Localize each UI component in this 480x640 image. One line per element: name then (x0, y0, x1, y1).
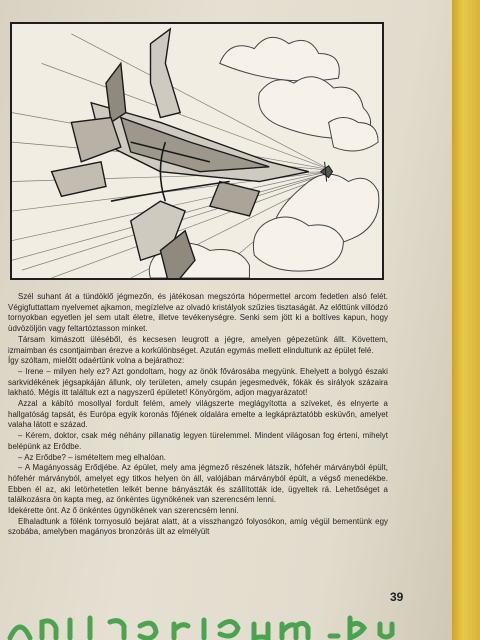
paragraph: – Az Erődbe? – ismételtem meg elhalóan. (18, 452, 167, 462)
watermark-logo (0, 612, 480, 640)
paragraph: – Irene – milyen hely ez? Azt gondoltam, hogy az önök fővárosába megyünk. Ehelyett a bolygó északi sarkvidékének jégsapkáján állunk, oly területen, amely csupán jegesmedvék, fókák és sirályok százaira lakható. Mégis itt találtuk ezt a nagyszerű épületet! Könyörgöm, adjon magyarázatot! (8, 366, 388, 398)
paragraph: Idekérette önt. Az ő önkéntes ügynökének van szerencsém lenni. (8, 506, 239, 516)
paragraph: Azzal a kábító mosollyal fordult felém, amely világszerte meglágyította a szíveket, és elnyerte a hallgatóság tapsát, és Európa egyik koronás főjének oldalára emelte a legkápráztatóbb esküvőn, amelyet valaha látott e század. (8, 399, 388, 430)
paragraph: – Kérem, doktor, csak még néhány pillanatig legyen türelemmel. Mindent világosan fog érteni, mihelyt belépünk az Erődbe. (8, 431, 388, 451)
story-text (8, 292, 388, 538)
paragraph: Szél suhant át a tündöklő jégmezőn, és játékosan megszórta hópermettel arcom fedetlen alsó felét. Végigfuttattam nyelvemet ajkamon, megízlelve az olvadó kristályok szűzies tisztaságát. Az előttünk villódzó tornyokban egyetlen jel sem utalt életre, illetve tevékenységre. Senki sem jött ki a boltíves kapun, hogy üdvözöljön vagy feltartóztasson minket. (8, 292, 388, 334)
paragraph: Társam kimászott üléséből, és kecsesen leugrott a jégre, amelyen gépezetünk állt. Követtem, izmaimban és csontjaimban érezve a korkülönbséget. Azután egymás mellett elindultunk az épület felé. (8, 334, 388, 355)
sketch-drawing (12, 24, 382, 278)
book-edge (452, 0, 480, 640)
paragraph: – A Magányosság Erődjébe. Az épület, mely ama jégmező részének látszik, hófehér márványból épült, hófehér márványból, amelyet egy titkos helyen ön áll, valójában márványból épült, a végső menedékbe. Ebben él az, aki letörhetetlen lelkét benne bányászták és szállították ide, ügyeltek rá. Lehetőséget a találkozásra ön kapta meg, az önkéntes ügynökének van szerencsém lenni. (8, 463, 388, 505)
page-number: 39 (390, 590, 404, 604)
paragraph: Elhaladtunk a fölénk tornyosuló bejárat alatt, át a visszhangzó folyosókon, amíg végül bementünk egy szobába, amelyben magányos bronzórás ült az elmélyült (8, 516, 388, 537)
spaceship-illustration (10, 22, 384, 280)
paragraph: Így szóltam, mielőtt odaértünk volna a bejárathoz: (8, 356, 185, 366)
watermark-graphic (0, 612, 480, 640)
